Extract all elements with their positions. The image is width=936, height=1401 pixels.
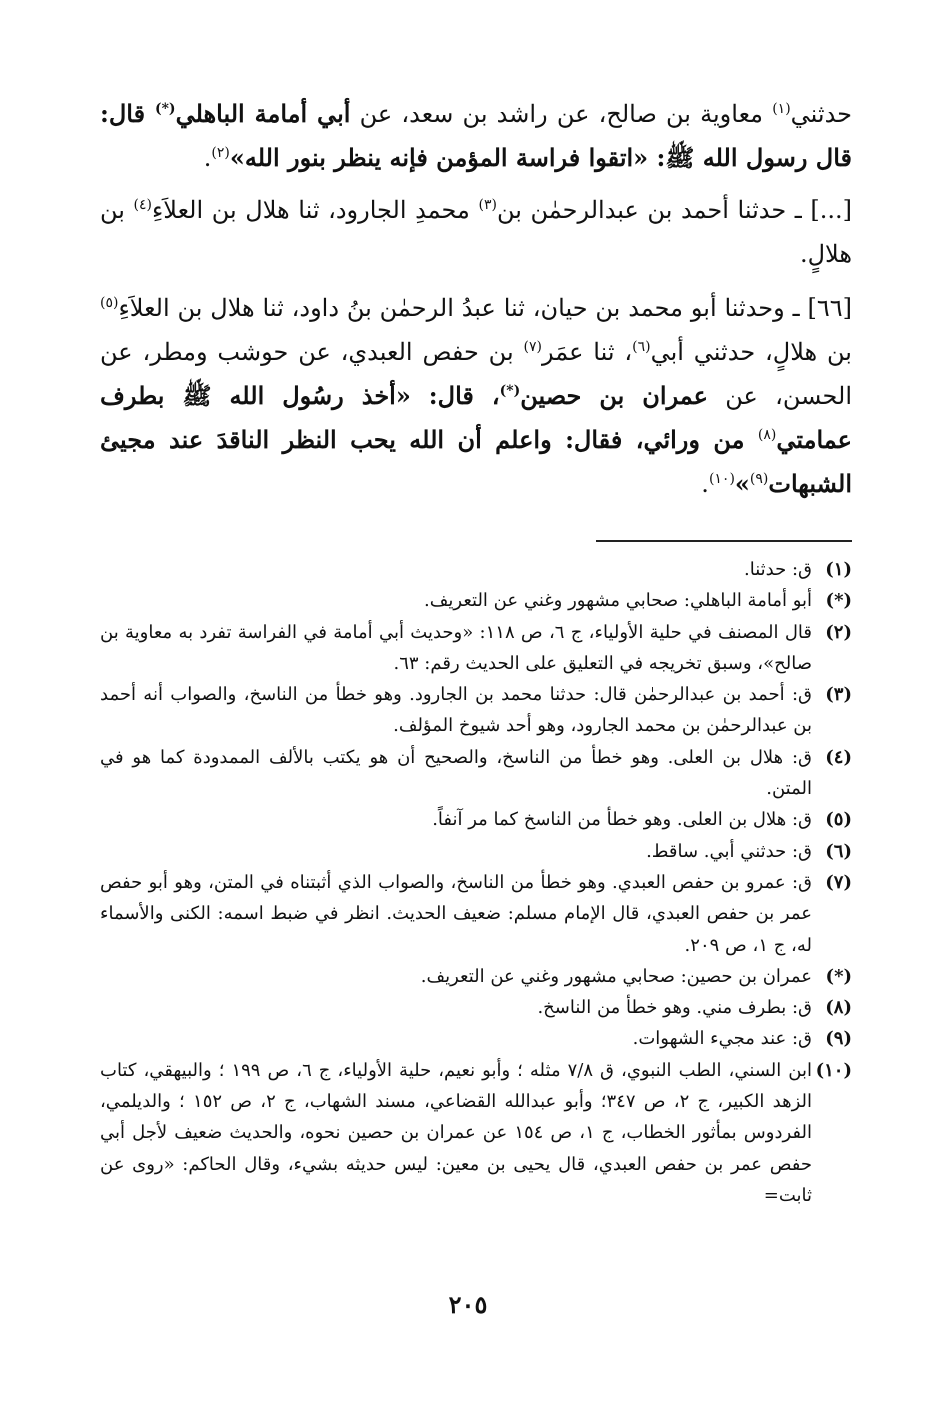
footnote-text: ق: عند مجيء الشهوات. (632, 1028, 812, 1050)
footnote (100, 961, 852, 992)
footnote-number: (٥) (825, 809, 852, 831)
footnote-ref: (٨) (757, 427, 777, 443)
footnote-number: (٤) (825, 746, 852, 768)
footnote-text: ق: عمرو بن حفص العبدي. وهو خطأ من الناسخ، والصواب الذي أثبتناه في المتن، وهو أبو حفص عمر بن حفص العبدي، قال الإمام مسلم: ضعيف الحديث. انظر في ضبط اسمه: الكنى والأسماء له، ج ١، ص ٢٠٩. (100, 871, 812, 956)
footnote (100, 1023, 852, 1054)
text-run: بن هلالٍ. (100, 196, 852, 268)
text-run: محمدِ الجارود، ثنا هلال بن العلاَءِ (152, 196, 479, 224)
hadith-text: ، قال: «أخذ رسُول الله ﷺ بطرف عمامتي (100, 381, 852, 454)
text-run: . (701, 470, 709, 498)
paragraph-chain (100, 188, 852, 276)
footnote-ref: (١٠) (708, 471, 735, 487)
footnote-ref: (٧) (523, 339, 542, 355)
footnote-ref: (١) (772, 101, 791, 117)
footnote-ref: (٥) (100, 295, 119, 311)
footnote-text: ق: أحمد بن عبدالرحمٰن قال: حدثنا محمد بن الجارود. وهو خطأ من الناسخ، والصواب أنه أحمد بن عبدالرحمٰن بن محمد الجارود، وهو أحد شيوخ المؤلف. (100, 684, 812, 737)
footnote-number: (٦) (825, 840, 852, 862)
footnote-text: ق: حدثني أبي. ساقط. (646, 840, 812, 862)
footnote-number: (٩) (825, 1028, 852, 1050)
footnote-number: (*) (825, 590, 852, 612)
footnote-text: ق: حدثنا. (744, 559, 812, 580)
hadith-text: من ورائي، فقال: واعلم أن الله يحب النظر الناقدَ عند مجيئ الشبهات (100, 425, 852, 498)
main-text (100, 92, 852, 516)
text-run: حدثني (790, 100, 853, 128)
footnote (100, 679, 852, 742)
text-run: . (203, 144, 212, 172)
text-run: معاوية بن صالح، عن راشد بن سعد، عن (350, 100, 773, 128)
footnote-ref: (٦) (632, 339, 651, 355)
hadith-text: قال: قال رسول الله ﷺ: «اتقوا فراسة المؤمن فإنه ينظر بنور الله» (100, 99, 852, 172)
text-run: بن حفص العبدي، عن حوشب ومطر، عن الحسن، عن (100, 338, 853, 410)
footnote (100, 804, 852, 835)
footnote-text: ق: هلال بن العلى. وهو خطأ من الناسخ، والصحيح أن هو يكتب بالألف الممدودة كما هو في المتن. (100, 746, 812, 800)
footnote-number: (٣) (825, 684, 852, 706)
text-run: [٦٦] ـ وحدثنا أبو محمد بن حيان، ثنا عبدُ الرحمٰن بنُ داود، ثنا هلال بن العلاَءِ (118, 294, 852, 322)
footnote-number: (٧) (825, 871, 852, 893)
text-run: [...] ـ حدثنا أحمد بن عبدالرحمٰن بن (496, 196, 852, 224)
footnote-separator (596, 540, 852, 542)
footnote (100, 585, 852, 616)
text-run: ، ثنا عمَر (541, 338, 633, 366)
footnotes (100, 554, 852, 1211)
narrator-name: أبي أمامة الباهلي (175, 99, 351, 128)
footnote-ref: (*) (154, 101, 176, 117)
footnote-ref: (*) (499, 383, 521, 399)
footnote-ref: (٩) (749, 471, 769, 487)
footnote-number: (٨) (825, 997, 852, 1019)
footnote-text: ق: بطرف مني. وهو خطأ من الناسخ. (537, 997, 812, 1019)
text-run: بن هلالٍ، حدثني أبي (650, 338, 852, 366)
footnote-ref: (٤) (133, 197, 152, 213)
footnote-text: قال المصنف في حلية الأولياء، ج ٦، ص ١١٨: «وحديث أبي أمامة في الفراسة تفرد به معاوية بن صالح»، وسبق تخريجه في التعليق على الحديث رقم: ٦٣. (100, 621, 813, 674)
footnote (100, 867, 852, 961)
footnote (100, 992, 852, 1023)
footnote-number: (*) (825, 965, 852, 987)
narrator-name: عمران بن حصين (520, 381, 709, 410)
footnote (100, 1055, 852, 1211)
footnote-number: (٢) (825, 621, 852, 643)
footnote-text: أبو أمامة الباهلي: صحابي مشهور وغني عن التعريف. (424, 590, 812, 612)
footnote-text: ابن السني، الطب النبوي، ق ٧/٨ مثله ؛ وأبو نعيم، حلية الأولياء، ج ٦، ص ١٩٩ ؛ والبيهقي، كتاب الزهد الكبير، ج ٢، ص ٣٤٧؛ وأبو عبدالله القضاعي، مسند الشهاب، ج ٢، ص ١٥٢ ؛ والديلمي، الفردوس بمأثور الخطاب، ج ١، ص ١٥٤ عن عمران بن حصين نحوه، والحديث ضعيف لأجل أبي حفص عمر بن حفص العبدي، قال يحيى بن معين: ليس حديثه بشيء، وقال الحاكم: «روى عن ثابت= (100, 1059, 813, 1206)
footnote (100, 836, 852, 867)
footnote-ref: (٢) (211, 145, 230, 161)
footnote-text: ق: هلال بن العلى. وهو خطأ من الناسخ كما مر آنفاً. (432, 809, 812, 831)
footnote (100, 554, 852, 585)
footnote-text: عمران بن حصين: صحابي مشهور وغني عن التعريف. (420, 965, 812, 987)
footnote-number: (١) (825, 559, 852, 580)
paragraph-hadith-66 (100, 286, 852, 506)
paragraph-hadith-1 (100, 92, 852, 180)
footnote-number: (١٠) (815, 1059, 852, 1081)
hadith-text: » (734, 469, 750, 498)
footnote-ref: (٣) (478, 197, 497, 213)
page-number: ٢٠٥ (448, 1290, 488, 1319)
footnote (100, 742, 852, 805)
footnote (100, 617, 852, 680)
